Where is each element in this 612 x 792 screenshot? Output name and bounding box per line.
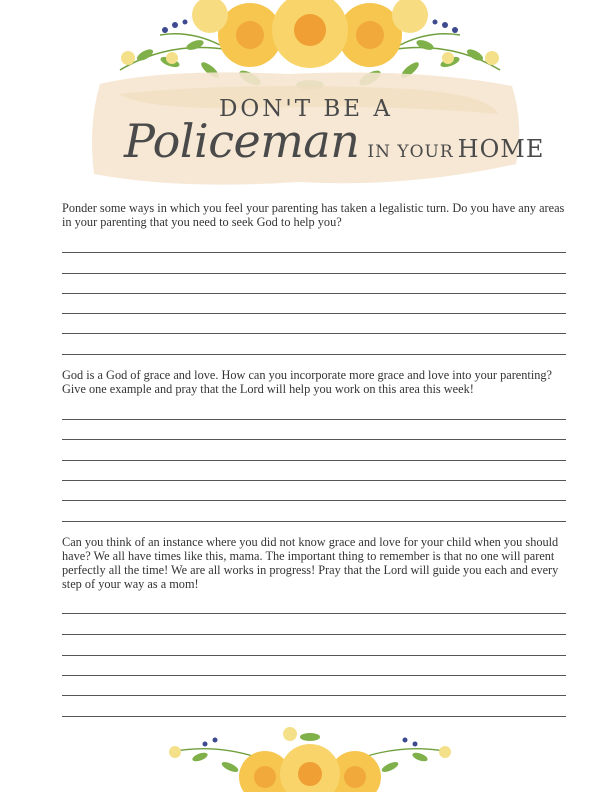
answer-line[interactable] bbox=[62, 333, 566, 334]
flower-bouquet-bottom-icon bbox=[160, 722, 460, 792]
title-end-word: HOME bbox=[457, 135, 545, 163]
answer-line[interactable] bbox=[62, 655, 566, 656]
question-1-text: Ponder some ways in which you feel your parenting has taken a legalistic turn. Do you have any areas in your parenting that you need to seek God to help you? bbox=[62, 201, 565, 229]
title-script-word: Policeman bbox=[124, 114, 360, 168]
answer-line[interactable] bbox=[62, 521, 566, 522]
answer-line[interactable] bbox=[62, 500, 566, 501]
answer-line[interactable] bbox=[62, 460, 566, 461]
title-line-two bbox=[124, 114, 545, 168]
question-2-text: God is a God of grace and love. How can you incorporate more grace and love into your parenting? Give one example and pray that the Lord will help you work on this area this week! bbox=[62, 368, 552, 396]
answer-line[interactable] bbox=[62, 439, 566, 440]
title-connector: IN YOUR bbox=[367, 142, 454, 162]
answer-line[interactable] bbox=[62, 716, 566, 717]
answer-line[interactable] bbox=[62, 313, 566, 314]
title-line-one: DON'T BE A bbox=[218, 96, 393, 122]
answer-line[interactable] bbox=[62, 354, 566, 355]
answer-line[interactable] bbox=[62, 695, 566, 696]
answer-line[interactable] bbox=[62, 273, 566, 274]
answer-line[interactable] bbox=[62, 419, 566, 420]
answer-line[interactable] bbox=[62, 480, 566, 481]
question-3-text: Can you think of an instance where you did not know grace and love for your child when you should have? We all have times like this, mama. The important thing to remember is that no one will parent perfectly all the time! We are all works in progress! Pray that the Lord will guide you each and every step of your way as a mom! bbox=[62, 535, 559, 591]
answer-line[interactable] bbox=[62, 293, 566, 294]
answer-line[interactable] bbox=[62, 634, 566, 635]
answer-line[interactable] bbox=[62, 613, 566, 614]
answer-line[interactable] bbox=[62, 675, 566, 676]
answer-line[interactable] bbox=[62, 252, 566, 253]
